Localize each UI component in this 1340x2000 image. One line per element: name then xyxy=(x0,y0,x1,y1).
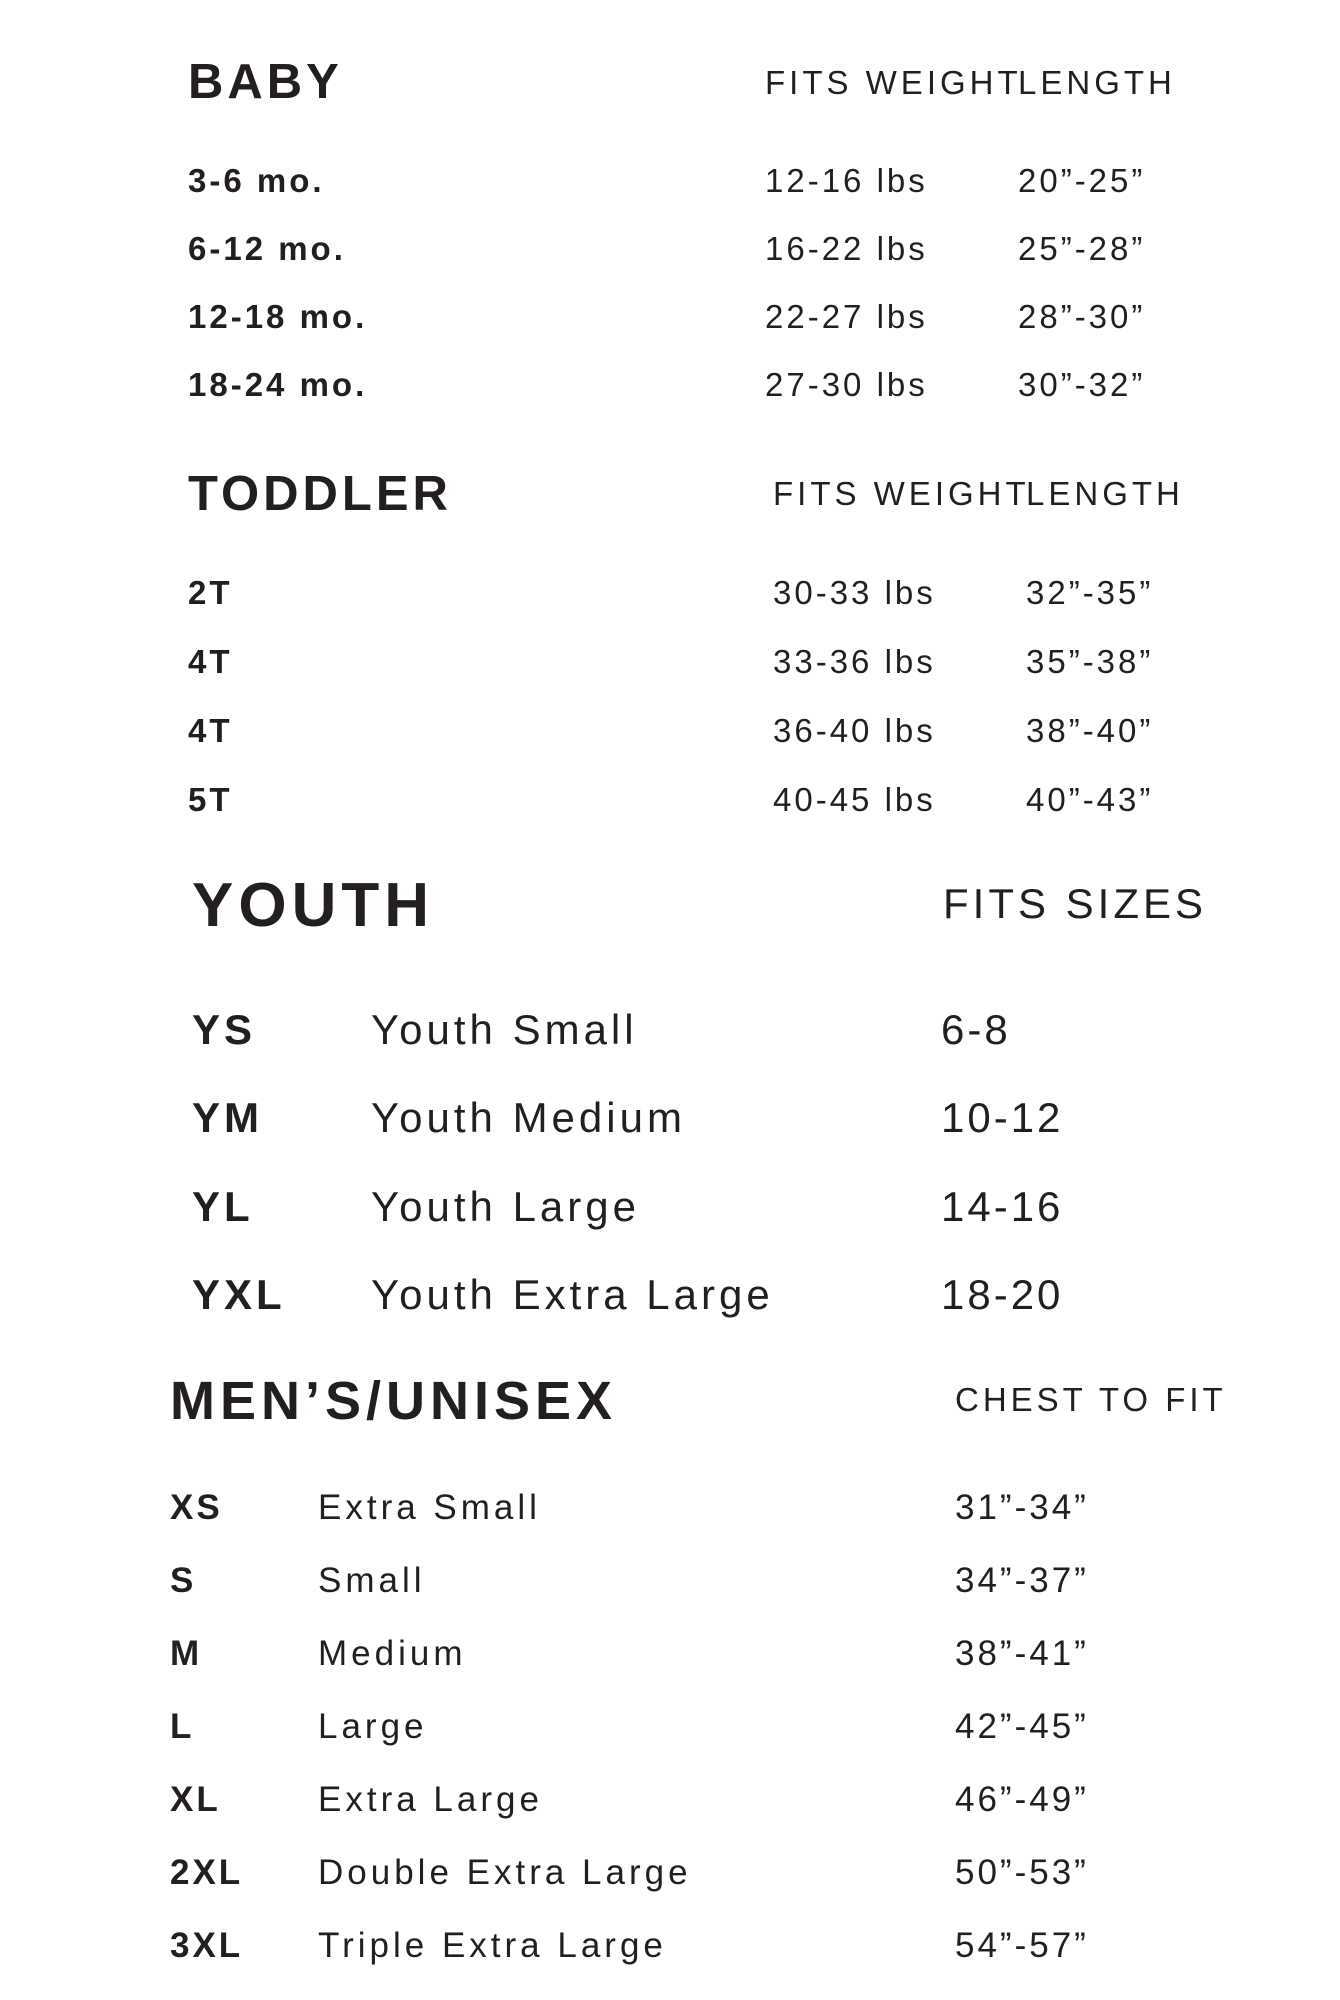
mens-row-code: L xyxy=(170,1707,195,1746)
toddler-row-size: 4T xyxy=(188,643,233,680)
mens-row-code: M xyxy=(170,1634,203,1673)
mens-row-code: 3XL xyxy=(170,1926,244,1965)
mens-row-name: Large xyxy=(318,1707,428,1746)
toddler-heading: TODDLER xyxy=(188,467,452,521)
mens-row-code: S xyxy=(170,1561,197,1600)
youth-row-code: YL xyxy=(192,1183,254,1230)
youth-row-name: Youth Extra Large xyxy=(371,1271,774,1318)
toddler-row-size: 4T xyxy=(188,712,233,749)
toddler-row-length: 35”-38” xyxy=(1026,643,1154,680)
toddler-weight-header: FITS WEIGHT xyxy=(773,475,1030,512)
baby-row-weight: 22-27 lbs xyxy=(765,298,928,335)
baby-row-size: 12-18 mo. xyxy=(188,298,368,335)
youth-fits-header: FITS SIZES xyxy=(943,880,1208,927)
toddler-row-size: 5T xyxy=(188,781,233,818)
baby-row-length: 25”-28” xyxy=(1018,230,1146,267)
baby-row-length: 30”-32” xyxy=(1018,366,1146,403)
mens-row-name: Triple Extra Large xyxy=(318,1926,667,1965)
mens-row-code: 2XL xyxy=(170,1853,244,1892)
mens-row-chest: 34”-37” xyxy=(955,1561,1089,1600)
youth-row-name: Youth Large xyxy=(371,1183,640,1230)
mens-row-chest: 46”-49” xyxy=(955,1780,1089,1819)
youth-heading: YOUTH xyxy=(192,871,434,940)
baby-row-weight: 12-16 lbs xyxy=(765,162,928,199)
baby-row-weight: 16-22 lbs xyxy=(765,230,928,267)
mens-row-name: Double Extra Large xyxy=(318,1853,692,1892)
mens-row-name: Extra Small xyxy=(318,1488,541,1527)
youth-row-fits: 18-20 xyxy=(941,1271,1064,1318)
youth-row-code: YS xyxy=(192,1006,257,1053)
baby-weight-header: FITS WEIGHT xyxy=(765,64,1022,101)
youth-row-fits: 10-12 xyxy=(941,1094,1064,1141)
baby-row-length: 28”-30” xyxy=(1018,298,1146,335)
mens-chest-header: CHEST TO FIT xyxy=(955,1381,1227,1418)
mens-row-name: Medium xyxy=(318,1634,467,1673)
youth-row-name: Youth Small xyxy=(371,1006,638,1053)
mens-row-code: XL xyxy=(170,1780,221,1819)
toddler-row-weight: 36-40 lbs xyxy=(773,712,936,749)
toddler-row-length: 32”-35” xyxy=(1026,574,1154,611)
youth-row-code: YM xyxy=(192,1094,263,1141)
baby-length-header: LENGTH xyxy=(1018,64,1176,101)
baby-row-size: 3-6 mo. xyxy=(188,162,325,199)
mens-row-chest: 31”-34” xyxy=(955,1488,1089,1527)
mens-row-chest: 38”-41” xyxy=(955,1634,1089,1673)
toddler-row-length: 40”-43” xyxy=(1026,781,1154,818)
mens-heading: MEN’S/UNISEX xyxy=(170,1371,618,1431)
mens-row-chest: 54”-57” xyxy=(955,1926,1089,1965)
toddler-row-size: 2T xyxy=(188,574,233,611)
youth-row-name: Youth Medium xyxy=(371,1094,686,1141)
mens-row-chest: 50”-53” xyxy=(955,1853,1089,1892)
mens-row-code: XS xyxy=(170,1488,223,1527)
mens-row-name: Small xyxy=(318,1561,426,1600)
baby-row-size: 18-24 mo. xyxy=(188,366,368,403)
youth-row-code: YXL xyxy=(192,1271,286,1318)
youth-row-fits: 14-16 xyxy=(941,1183,1064,1230)
toddler-length-header: LENGTH xyxy=(1026,475,1184,512)
mens-row-chest: 42”-45” xyxy=(955,1707,1089,1746)
baby-row-size: 6-12 mo. xyxy=(188,230,346,267)
mens-row-name: Extra Large xyxy=(318,1780,543,1819)
toddler-row-weight: 33-36 lbs xyxy=(773,643,936,680)
toddler-row-weight: 40-45 lbs xyxy=(773,781,936,818)
toddler-row-length: 38”-40” xyxy=(1026,712,1154,749)
youth-row-fits: 6-8 xyxy=(941,1006,1011,1053)
baby-heading: BABY xyxy=(188,55,343,109)
baby-row-weight: 27-30 lbs xyxy=(765,366,928,403)
toddler-row-weight: 30-33 lbs xyxy=(773,574,936,611)
baby-row-length: 20”-25” xyxy=(1018,162,1146,199)
